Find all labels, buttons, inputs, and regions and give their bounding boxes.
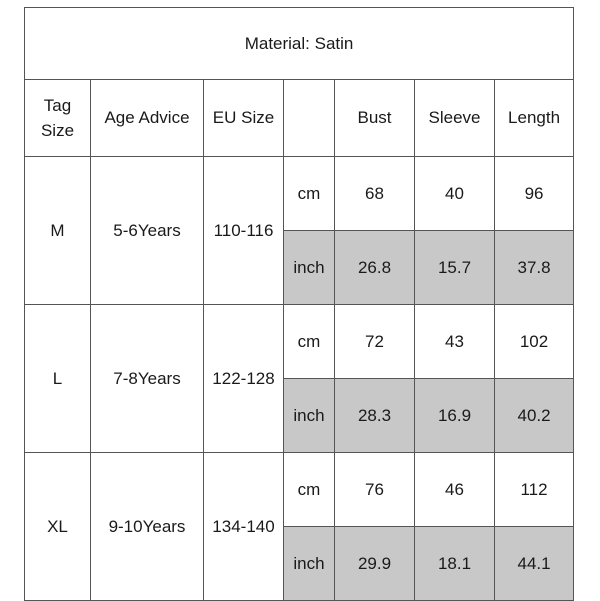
bust-cell: 28.3 xyxy=(335,378,415,452)
bust-cell: 29.9 xyxy=(335,526,415,600)
sleeve-cell: 16.9 xyxy=(415,378,495,452)
material-title: Material: Satin xyxy=(25,8,574,80)
header-tag-size-label: Tag Size xyxy=(40,95,75,140)
bust-cell: 26.8 xyxy=(335,230,415,304)
header-unit xyxy=(284,79,335,156)
table-row xyxy=(25,157,574,231)
unit-cell: cm xyxy=(284,157,335,231)
eu-size-cell: 122-128 xyxy=(204,304,284,452)
length-cell: 102 xyxy=(495,304,574,378)
sleeve-cell: 43 xyxy=(415,304,495,378)
bust-cell: 76 xyxy=(335,452,415,526)
length-cell: 112 xyxy=(495,452,574,526)
age-advice-cell: 7-8Years xyxy=(91,304,204,452)
header-age-advice: Age Advice xyxy=(91,79,204,156)
sleeve-cell: 40 xyxy=(415,157,495,231)
unit-cell: cm xyxy=(284,304,335,378)
unit-cell: inch xyxy=(284,378,335,452)
header-row xyxy=(25,79,574,156)
eu-size-cell: 110-116 xyxy=(204,157,284,305)
header-tag-size xyxy=(25,79,91,156)
eu-size-cell: 134-140 xyxy=(204,452,284,600)
unit-cell: inch xyxy=(284,526,335,600)
length-cell: 96 xyxy=(495,157,574,231)
tag-size-cell: L xyxy=(25,304,91,452)
sleeve-cell: 46 xyxy=(415,452,495,526)
bust-cell: 68 xyxy=(335,157,415,231)
header-bust: Bust xyxy=(335,79,415,156)
bust-cell: 72 xyxy=(335,304,415,378)
header-length: Length xyxy=(495,79,574,156)
length-cell: 40.2 xyxy=(495,378,574,452)
unit-cell: cm xyxy=(284,452,335,526)
age-advice-cell: 5-6Years xyxy=(91,157,204,305)
table-row xyxy=(25,304,574,378)
unit-cell: inch xyxy=(284,230,335,304)
length-cell: 37.8 xyxy=(495,230,574,304)
table-row xyxy=(25,452,574,526)
length-cell: 44.1 xyxy=(495,526,574,600)
header-sleeve: Sleeve xyxy=(415,79,495,156)
size-chart-table xyxy=(24,7,574,601)
tag-size-cell: M xyxy=(25,157,91,305)
tag-size-cell: XL xyxy=(25,452,91,600)
sleeve-cell: 18.1 xyxy=(415,526,495,600)
header-eu-size: EU Size xyxy=(204,79,284,156)
sleeve-cell: 15.7 xyxy=(415,230,495,304)
age-advice-cell: 9-10Years xyxy=(91,452,204,600)
